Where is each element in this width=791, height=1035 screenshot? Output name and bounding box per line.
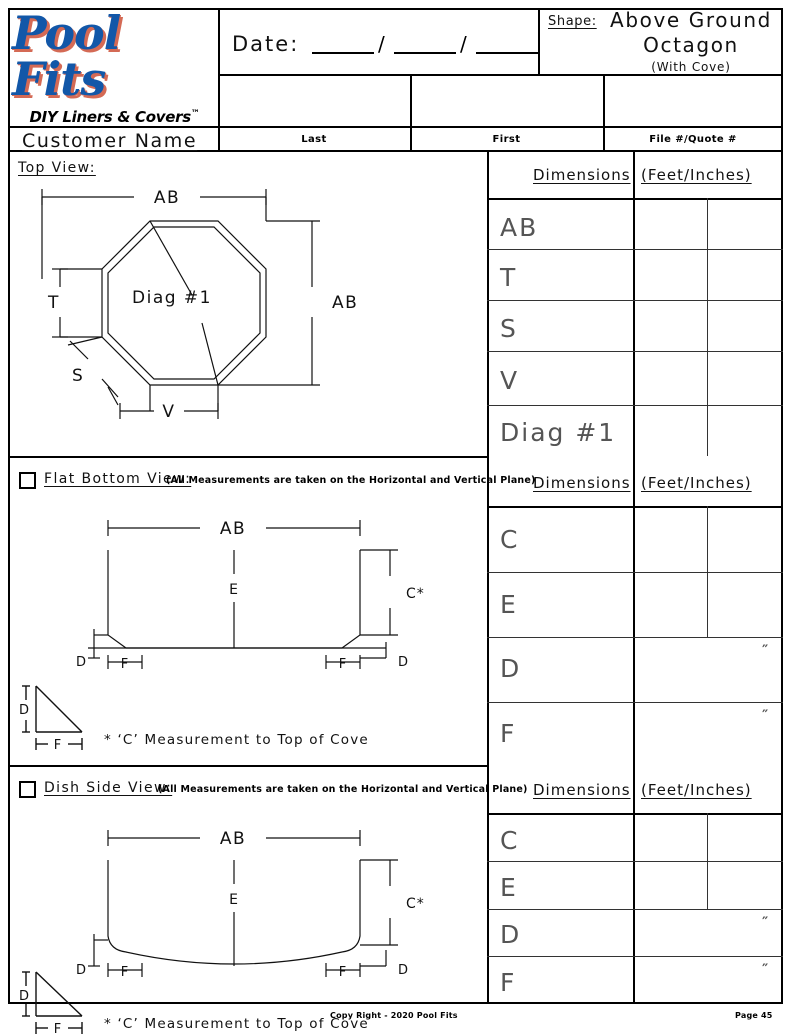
main-column-divider <box>487 150 489 1004</box>
table2-input-c-inches[interactable] <box>709 508 781 570</box>
logo-word-fits: Fits <box>12 52 106 106</box>
dish-side-label-ab: AB <box>219 829 247 849</box>
table2-header-units: (Feet/Inches) <box>641 474 752 492</box>
top-view-label-t: T <box>48 293 60 313</box>
dish-side-label-f-left: F <box>120 965 130 980</box>
top-view-label-ab-top: AB <box>153 188 181 208</box>
table1-input-diag-feet[interactable] <box>635 407 705 454</box>
table1-input-diag-inches[interactable] <box>709 407 781 454</box>
shape-value-line1: Above Ground <box>610 8 772 32</box>
footer-page-number: Page 45 <box>735 1011 773 1020</box>
header-rule-above-labels <box>8 126 783 128</box>
table3-input-e-feet[interactable] <box>635 863 705 907</box>
customer-first-input[interactable] <box>412 76 601 124</box>
table3-row-label-c: C <box>500 826 520 855</box>
table1-input-t-feet[interactable] <box>635 251 705 298</box>
table2-row-rule-3 <box>487 702 783 703</box>
table2-input-e-inches[interactable] <box>709 574 781 635</box>
logo-tagline-text: DIY Liners & Covers <box>29 108 191 126</box>
dish-side-view-diagram <box>14 800 484 1035</box>
header-divider-date-shape <box>538 8 540 76</box>
customer-last-input[interactable] <box>220 76 408 124</box>
customer-name-label: Customer Name <box>22 130 198 152</box>
section-divider-1 <box>8 456 487 458</box>
dish-side-label-f-right: F <box>338 965 348 980</box>
table3-header-units: (Feet/Inches) <box>641 781 752 799</box>
table2-input-c-feet[interactable] <box>635 508 705 570</box>
table1-row-label-s: S <box>500 314 518 343</box>
flat-bottom-label-ab: AB <box>219 519 247 539</box>
dish-side-cove-label-f: F <box>53 1022 63 1035</box>
table3-input-c-feet[interactable] <box>635 815 705 859</box>
flat-bottom-cove-label-d: D <box>19 703 31 718</box>
table2-row-rule-1 <box>487 572 783 573</box>
table3-inch-mark-f: ″ <box>762 962 769 978</box>
dish-side-label-c: C* <box>406 896 425 912</box>
table3-row-rule-2 <box>487 909 783 910</box>
column-header-file: File #/Quote # <box>649 134 737 145</box>
flat-bottom-view-diagram <box>14 490 484 760</box>
flat-bottom-view-checkbox[interactable] <box>19 472 36 489</box>
dish-side-label-e: E <box>229 892 239 908</box>
section-title-flat-bottom-view: Flat Bottom View: <box>44 471 192 487</box>
dish-side-view-checkbox[interactable] <box>19 781 36 798</box>
table1-row-rule-3 <box>487 351 783 352</box>
table3-input-c-inches[interactable] <box>709 815 781 859</box>
table1-row-label-ab: AB <box>500 213 539 242</box>
dish-side-label-d-right: D <box>398 963 410 978</box>
table3-input-d[interactable] <box>635 911 781 954</box>
date-day-blank[interactable] <box>394 52 456 54</box>
table1-header-units: (Feet/Inches) <box>641 166 752 184</box>
logo-tagline <box>29 108 199 126</box>
section-title-top-view: Top View: <box>18 160 96 176</box>
flat-bottom-view-note: (All Measurements are taken on the Horizontal and Vertical Plane) <box>166 475 536 486</box>
top-view-label-s: S <box>72 366 85 386</box>
table3-subcol-divider <box>707 813 708 909</box>
top-view-label-v: V <box>162 402 176 422</box>
table1-input-v-inches[interactable] <box>709 353 781 403</box>
table2-input-f[interactable] <box>635 704 781 763</box>
table2-inch-mark-d: ″ <box>762 643 769 659</box>
shape-label: Shape: <box>548 14 597 29</box>
flat-bottom-label-c: C* <box>406 586 425 602</box>
table1-row-label-diag: Diag #1 <box>500 418 617 447</box>
table2-row-label-c: C <box>500 525 520 554</box>
table3-row-label-e: E <box>500 873 518 902</box>
flat-bottom-cove-note: * ‘C’ Measurement to Top of Cove <box>104 732 369 748</box>
table3-inch-mark-d: ″ <box>762 915 769 931</box>
table1-input-ab-feet[interactable] <box>635 200 705 247</box>
table2-row-label-f: F <box>500 719 517 748</box>
shape-value-subtitle: (With Cove) <box>651 60 731 74</box>
top-view-label-ab-right: AB <box>332 293 359 313</box>
table2-subcol-divider <box>707 506 708 637</box>
date-year-blank[interactable] <box>476 52 538 54</box>
flat-bottom-cove-label-f: F <box>53 738 63 753</box>
flat-bottom-label-d-right: D <box>398 655 410 670</box>
table2-input-d[interactable] <box>635 639 781 700</box>
dish-side-cove-label-d: D <box>19 989 31 1004</box>
date-separator-1: / <box>378 32 386 56</box>
table1-row-rule-1 <box>487 249 783 250</box>
table1-row-rule-2 <box>487 300 783 301</box>
table1-header-dimensions: Dimensions <box>533 166 631 184</box>
column-header-first: First <box>492 134 521 145</box>
file-quote-input[interactable] <box>605 76 781 124</box>
table1-row-label-t: T <box>500 263 518 292</box>
table1-subcol-divider <box>707 198 708 456</box>
dish-side-cove-note: * ‘C’ Measurement to Top of Cove <box>104 1016 369 1032</box>
footer-copyright: Copy Right - 2020 Pool Fits <box>330 1011 458 1020</box>
flat-bottom-label-e: E <box>229 582 239 598</box>
table1-input-t-inches[interactable] <box>709 251 781 298</box>
brand-logo <box>12 6 217 126</box>
section-title-dish-side-view: Dish Side View: <box>44 780 173 796</box>
shape-value <box>598 8 784 58</box>
column-header-last: Last <box>301 134 327 145</box>
table2-row-label-d: D <box>500 654 522 683</box>
table1-row-label-v: V <box>500 366 520 395</box>
table3-row-rule-1 <box>487 861 783 862</box>
table3-input-f[interactable] <box>635 958 781 1002</box>
table3-header-dimensions: Dimensions <box>533 781 631 799</box>
table2-row-rule-2 <box>487 637 783 638</box>
date-label: Date: <box>232 32 300 56</box>
dish-side-view-note: (All Measurements are taken on the Horizontal and Vertical Plane) <box>158 784 528 795</box>
table1-row-rule-4 <box>487 405 783 406</box>
table3-row-rule-3 <box>487 956 783 957</box>
trademark-icon: ™ <box>190 109 200 119</box>
date-month-blank[interactable] <box>312 52 374 54</box>
table1-input-ab-inches[interactable] <box>709 200 781 247</box>
dish-side-label-d-left: D <box>76 963 88 978</box>
table1-input-s-inches[interactable] <box>709 302 781 349</box>
table3-row-label-d: D <box>500 920 522 949</box>
table2-header-dimensions: Dimensions <box>533 474 631 492</box>
top-view-diagram <box>14 175 484 455</box>
logo-wordmark <box>12 6 217 106</box>
shape-value-line2: Octagon <box>643 33 739 57</box>
top-view-label-diag: Diag #1 <box>132 288 212 308</box>
table2-inch-mark-f: ″ <box>762 708 769 724</box>
flat-bottom-label-f-left: F <box>120 657 130 672</box>
flat-bottom-label-d-left: D <box>76 655 88 670</box>
logo-word-pool: Pool <box>12 6 121 60</box>
section-divider-2 <box>8 765 487 767</box>
table2-input-e-feet[interactable] <box>635 574 705 635</box>
table1-input-v-feet[interactable] <box>635 353 705 403</box>
flat-bottom-label-f-right: F <box>338 657 348 672</box>
date-separator-2: / <box>460 32 468 56</box>
table3-row-label-f: F <box>500 968 517 997</box>
table3-input-e-inches[interactable] <box>709 863 781 907</box>
table1-input-s-feet[interactable] <box>635 302 705 349</box>
table2-row-label-e: E <box>500 590 518 619</box>
